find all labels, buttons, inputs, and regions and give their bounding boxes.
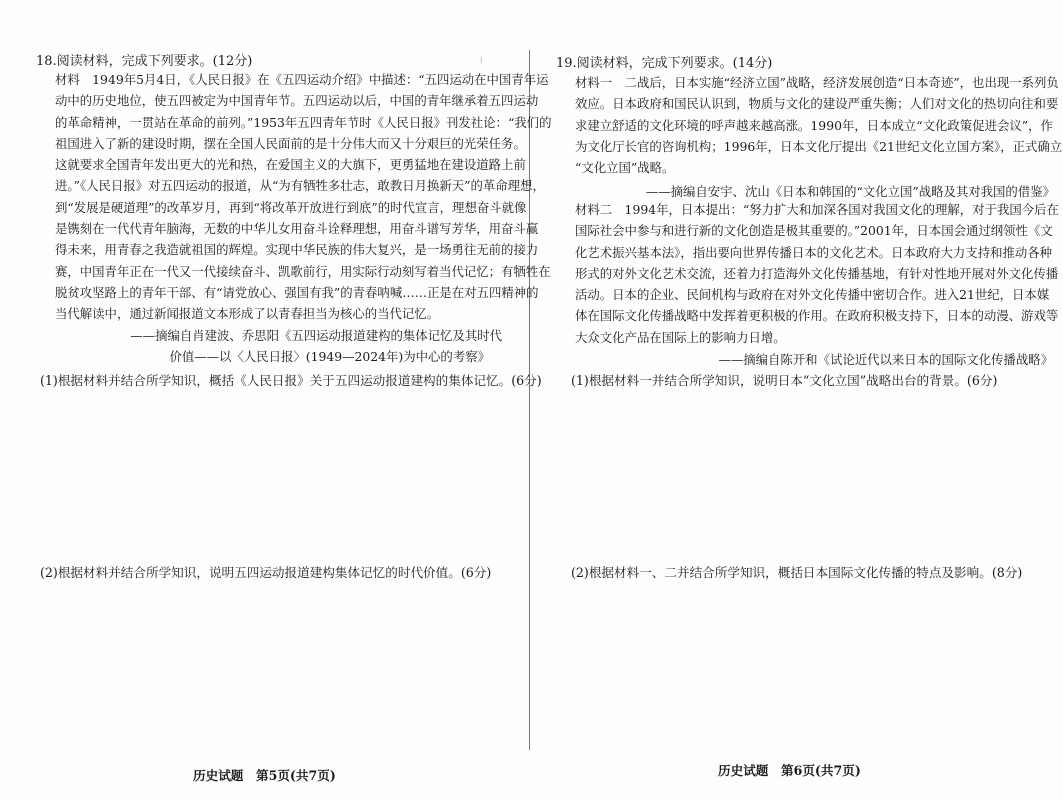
question-19-title: 19.阅读材料，完成下列要求。(14分) [556, 56, 773, 71]
question-19-sub2: (2)根据材料一、二并结合所学知识，概括日本国际文化传播的特点及影响。(8分) [571, 565, 1023, 580]
material-line: 活动。日本的企业、民间机构与政府在对外文化传播中密切合作。进入21世纪，日本媒 [575, 287, 1050, 303]
question-18-material [55, 69, 551, 325]
material-line: 材料一 二战后，日本实施“经济立国”战略，经济发展创造“日本奇迹”，也出现一系列负 [575, 75, 1059, 90]
question-19-material-2-source: ——摘编自陈开和《试论近代以来日本的国际文化传播战略》 [718, 352, 1053, 367]
question-19-sub1: (1)根据材料一并结合所学知识，说明日本“文化立国”战略出台的背景。(6分) [571, 373, 998, 388]
material-line: 脱贫攻坚路上的青年干部、有“请党放心、强国有我”的青春呐喊……正是在对五四精神的 [55, 284, 539, 300]
question-19-material-1-source: ——摘编自安宇、沈山《日本和韩国的“文化立国”战略及其对我国的借鉴》 [645, 184, 1055, 199]
material-line: 这就要求全国青年发出更大的光和热，在爱国主义的大旗下，更勇猛地在建设道路上前 [55, 157, 526, 173]
material-line: 是镌刻在一代代青年脑海，无数的中华儿女用奋斗诠释理想，用奋斗谱写芳华，用奋斗赢 [55, 221, 539, 237]
question-18-sub1: (1)根据材料并结合所学知识，概括《人民日报》关于五四运动报道建构的集体记忆。(6分) [40, 373, 542, 388]
material-line: 国际社会中参与和进行新的文化创造是极其重要的。”2001年，日本国会通过纲领性《文 [575, 223, 1053, 239]
material-line: 得未来，用青春之我造就祖国的辉煌。实现中华民族的伟大复兴，是一场勇往无前的接力 [55, 242, 539, 258]
material-line: 材料二 1994年，日本提出：“努力扩大和加深各国对我国文化的理解，对于我国今后在 [575, 202, 1059, 217]
material-line: 求建立舒适的文化环境的呼声越来越高涨。1990年，日本成立“文化政策促进会议”，作 [575, 117, 1053, 133]
material-line: 体在国际文化传播战略中发挥着更积极的作用。在政府积极支持下，日本的动漫、游戏等 [575, 308, 1059, 324]
question-18-sub2: (2)根据材料并结合所学知识，说明五四运动报道建构集体记忆的时代价值。(6分) [40, 565, 492, 580]
material-line: 效应。日本政府和国民认识到，物质与文化的建设严重失衡；人们对文化的热切向往和要 [575, 96, 1059, 112]
page-footer-left: 历史试题 第5页(共7页) [193, 768, 336, 783]
material-line: 当代解读中，通过新闻报道文本形成了以青春担当为核心的当代记忆。 [55, 306, 440, 322]
page-footer-right: 历史试题 第6页(共7页) [718, 763, 861, 778]
material-line: 大众文化产品在国际上的影响力日增。 [575, 329, 786, 345]
material-line: 为文化厅长官的咨询机构；1996年，日本文化厅提出《21世纪文化立国方案》，正式确立 [575, 138, 1063, 154]
question-18-source-line1: ——摘编自肖建波、乔思阳《五四运动报道建构的集体记忆及其时代 [130, 328, 502, 343]
material-line: 材料 1949年5月4日，《人民日报》在《五四运动介绍》中描述：“五四运动在中国青年运 [55, 72, 549, 87]
question-18-source-line2: 价值——以〈人民日报〉(1949—2024年)为中心的考察》 [169, 349, 490, 364]
question-18-title: 18.阅读材料，完成下列要求。(12分) [36, 54, 253, 69]
material-line: 祖国进入了新的建设时期，摆在全国人民面前的是十分伟大而又十分艰巨的光荣任务。 [55, 135, 526, 151]
material-line: 到“发展是硬道理”的改革岁月，再到“将改革开放进行到底”的时代宣言，理想奋斗就像 [55, 199, 527, 215]
scan-mark: ⁞ [480, 56, 483, 66]
material-line: “文化立国”战略。 [575, 160, 675, 176]
question-19-material-1 [575, 72, 1062, 178]
material-line: 动中的历史地位，使五四被定为中国青年节。五四运动以后，中国的青年继承着五四运动 [55, 93, 539, 109]
material-line: 进。”《人民日报》对五四运动的报道，从“为有牺牲多壮志，敢教日月换新天”的革命理想， [55, 178, 545, 194]
material-line: 的革命精神，一贯站在革命的前列。”1953年五四青年节时《人民日报》刊发社论：“我们的 [55, 114, 552, 130]
material-line: 化艺术振兴基本法》，指出要向世界传播日本的文化艺术。日本政府大力支持和推动各种 [575, 244, 1053, 260]
question-19-material-2 [575, 199, 1059, 348]
material-line: 形式的对外文化艺术交流，还着力打造海外文化传播基地，有针对性地开展对外文化传播 [575, 265, 1059, 281]
material-line: 赛，中国青年正在一代又一代接续奋斗、凯歌前行，用实际行动刻写着当代记忆；有牺牲在 [55, 263, 551, 279]
